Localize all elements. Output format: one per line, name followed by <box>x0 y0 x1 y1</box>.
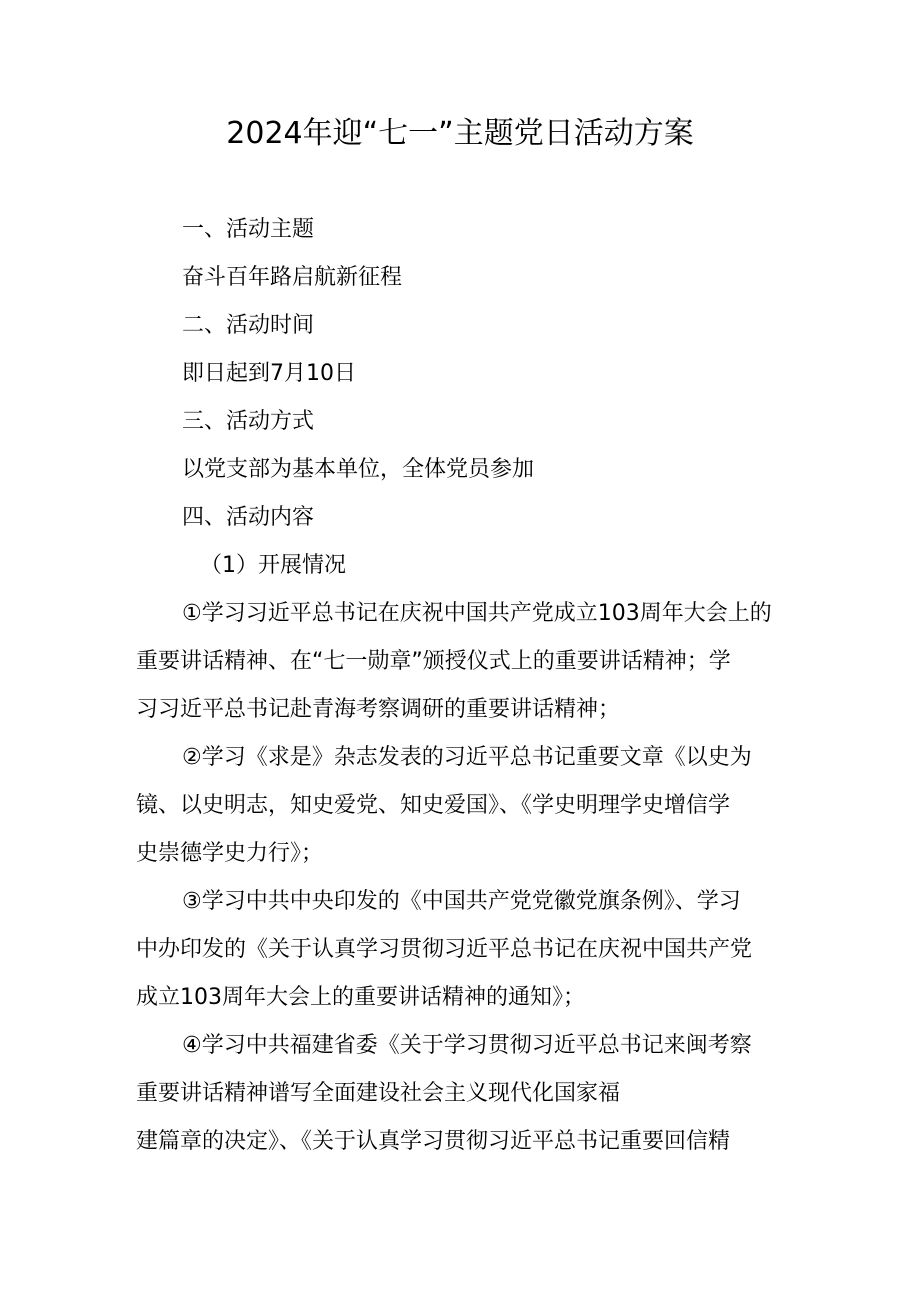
method-text: 以党支部为基本单位，全体党员参加 <box>182 457 535 482</box>
subsection-heading: （1）开展情况 <box>200 553 346 578</box>
document-title: 2024年迎“七一”主题党日活动方案 <box>226 116 694 151</box>
paragraph-line: ①学习习近平总书记在庆祝中国共产党成立103周年大会上的 <box>182 601 772 626</box>
section-heading-time: 二、活动时间 <box>182 313 315 338</box>
section-heading-content: 四、活动内容 <box>182 505 315 530</box>
time-text: 即日起到7月10日 <box>182 361 356 386</box>
paragraph-line: ④学习中共福建省委《关于学习贯彻习近平总书记来闽考察 <box>182 1033 752 1058</box>
paragraph-line: 史崇德学史力行》； <box>136 841 324 866</box>
paragraph-line: 中办印发的《关于认真学习贯彻习近平总书记在庆祝中国共产党 <box>136 937 753 962</box>
paragraph-line: 重要讲话精神谱写全面建设社会主义现代化国家福 <box>136 1081 621 1106</box>
paragraph-line: 习习近平总书记赴青海考察调研的重要讲话精神； <box>136 697 621 722</box>
paragraph-line: ③学习中共中央印发的《中国共产党党徽党旗条例》、学习 <box>182 889 741 914</box>
paragraph-line: 重要讲话精神、在“七一勋章”颁授仪式上的重要讲话精神；学 <box>136 649 731 674</box>
paragraph-line: 建篇章的决定》、《关于认真学习贯彻习近平总书记重要回信精 <box>136 1129 731 1154</box>
paragraph-line: ②学习《求是》杂志发表的习近平总书记重要文章《以史为 <box>182 745 752 770</box>
theme-text: 奋斗百年路启航新征程 <box>182 265 403 290</box>
section-heading-method: 三、活动方式 <box>182 409 315 434</box>
paragraph-line: 镜、以史明志，知史爱党、知史爱国》、《学史明理学史增信学 <box>136 793 731 818</box>
paragraph-line: 成立103周年大会上的重要讲话精神的通知》； <box>136 985 585 1010</box>
section-heading-theme: 一、活动主题 <box>182 217 315 242</box>
